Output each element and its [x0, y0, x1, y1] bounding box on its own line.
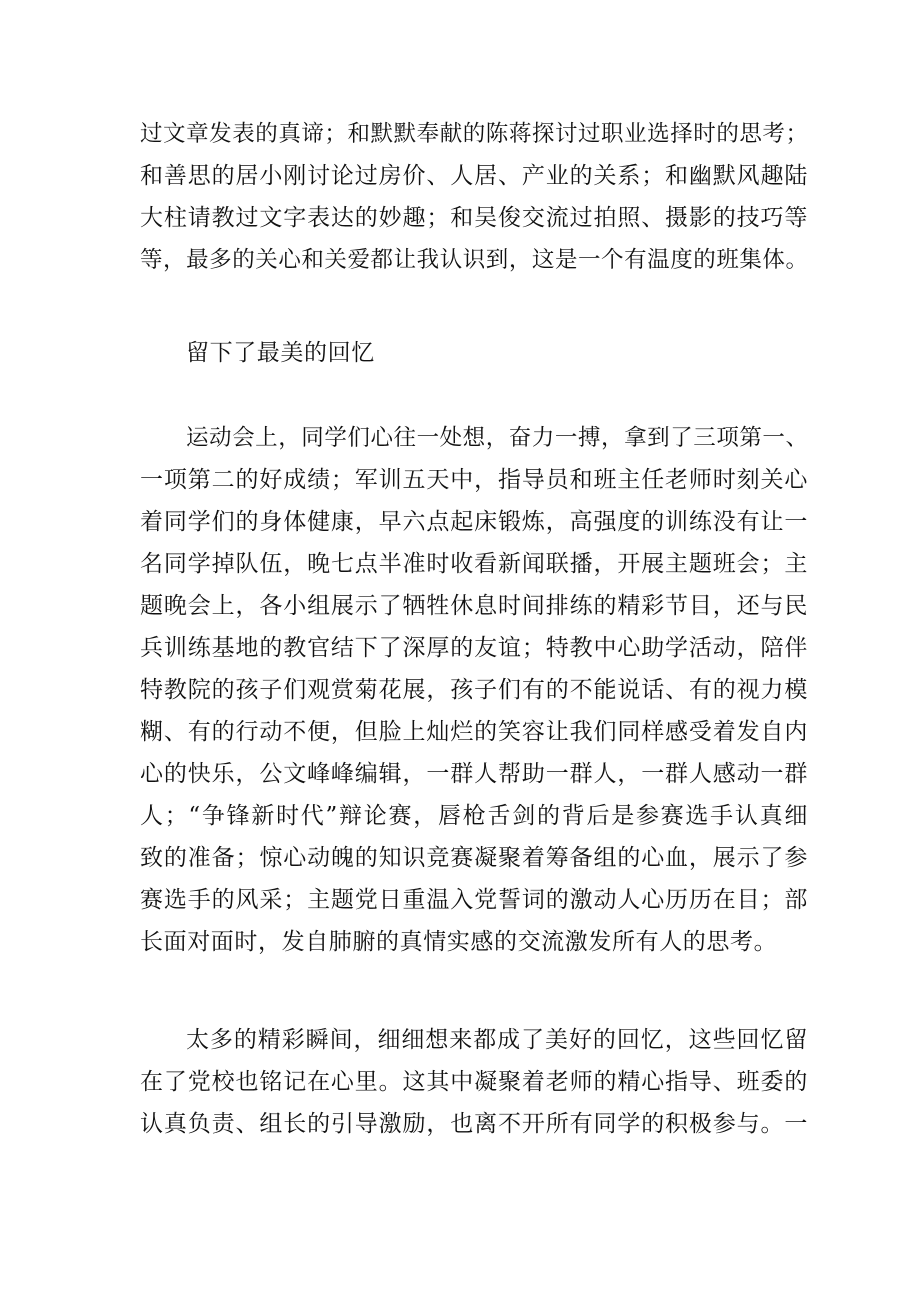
paragraph-2-line-7: 特教院的孩子们观赏菊花展，孩子们有的不能说话、有的视力模 — [140, 677, 808, 703]
paragraph-3-line-2: 在了党校也铭记在心里。这其中凝聚着老师的精心指导、班委的 — [140, 1069, 808, 1095]
paragraph-2-line-4: 名同学掉队伍，晚七点半准时收看新闻联播，开展主题班会；主 — [140, 551, 808, 577]
paragraph-2-line-9: 心的快乐，公文峰峰编辑，一群人帮助一群人，一群人感动一群 — [140, 761, 808, 787]
paragraph-1-line-2: 和善思的居小刚讨论过房价、人居、产业的关系；和幽默风趣陆 — [140, 163, 808, 189]
paragraph-2-line-6: 兵训练基地的教官结下了深厚的友谊；特教中心助学活动，陪伴 — [140, 635, 808, 661]
paragraph-3-line-3: 认真负责、组长的引导激励，也离不开所有同学的积极参与。一 — [140, 1111, 808, 1137]
paragraph-2-line-8: 糊、有的行动不便，但脸上灿烂的笑容让我们同样感受着发自内 — [140, 719, 808, 745]
paragraph-1-line-3: 大柱请教过文字表达的妙趣；和吴俊交流过拍照、摄影的技巧等 — [140, 205, 808, 231]
paragraph-2-line-2: 一项第二的好成绩；军训五天中，指导员和班主任老师时刻关心 — [140, 467, 808, 493]
section-heading: 留下了最美的回忆 — [186, 340, 375, 366]
paragraph-2-line-12: 赛选手的风采；主题党日重温入党誓词的激动人心历历在目；部 — [140, 887, 808, 913]
paragraph-1-line-4: 等，最多的关心和关爱都让我认识到，这是一个有温度的班集体。 — [140, 247, 808, 273]
paragraph-2-line-1: 运动会上，同学们心往一处想，奋力一搏，拿到了三项第一、 — [186, 425, 808, 451]
paragraph-2-line-10: 人；“争锋新时代”辩论赛，唇枪舌剑的背后是参赛选手认真细 — [140, 803, 808, 829]
paragraph-2-line-5: 题晚会上，各小组展示了牺牲休息时间排练的精彩节目，还与民 — [140, 593, 808, 619]
paragraph-2-line-11: 致的准备；惊心动魄的知识竞赛凝聚着筹备组的心血，展示了参 — [140, 845, 808, 871]
paragraph-2-line-13: 长面对面时，发自肺腑的真情实感的交流激发所有人的思考。 — [140, 929, 778, 955]
paragraph-3-line-1: 太多的精彩瞬间，细细想来都成了美好的回忆，这些回忆留 — [186, 1027, 808, 1053]
paragraph-2-line-3: 着同学们的身体健康，早六点起床锻炼，高强度的训练没有让一 — [140, 509, 808, 535]
paragraph-1-line-1: 过文章发表的真谛；和默默奉献的陈蒋探讨过职业选择时的思考； — [140, 121, 808, 147]
